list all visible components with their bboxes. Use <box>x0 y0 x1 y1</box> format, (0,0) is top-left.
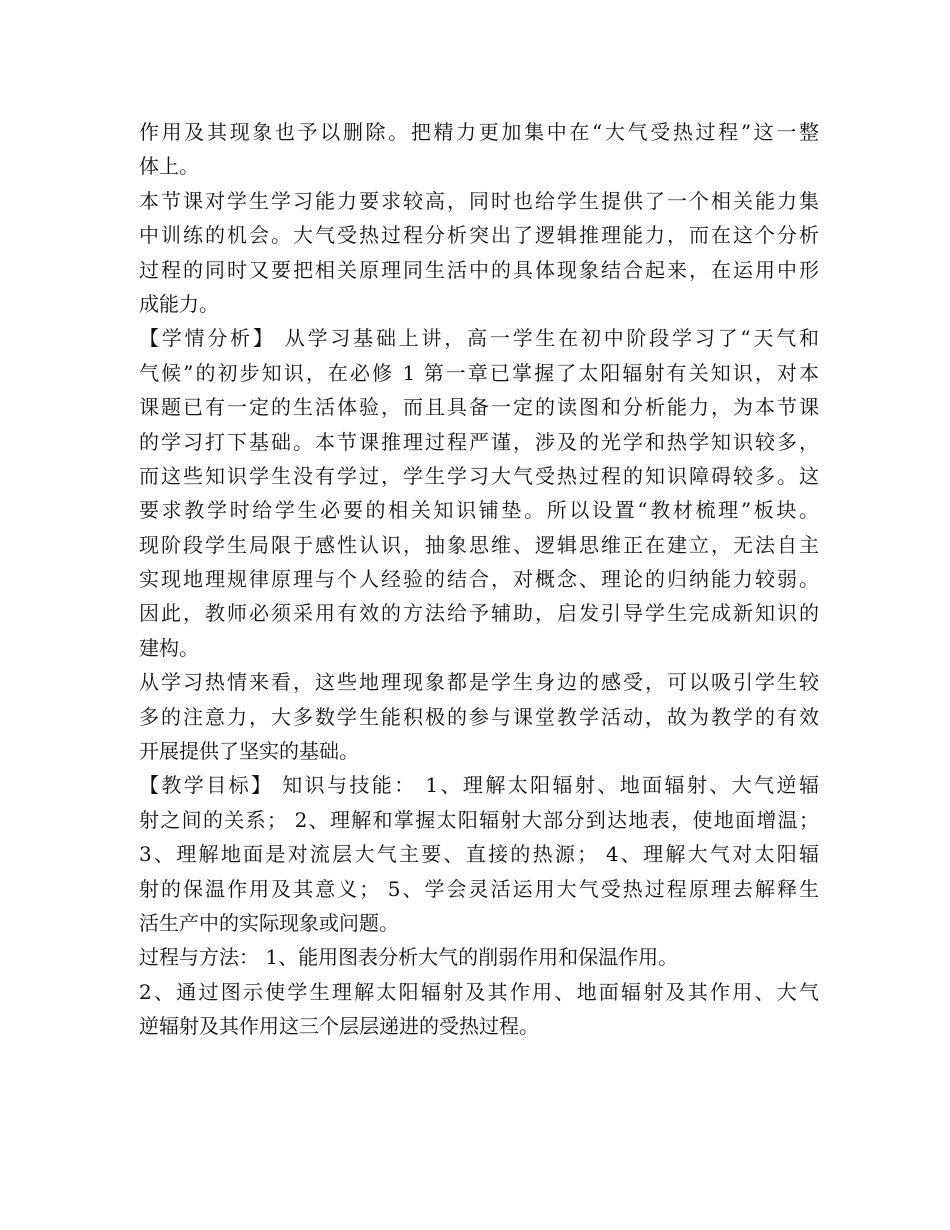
text-line-17: 从学习热情来看，这些地理现象都是学生身边的感受，可以吸引学生较 <box>139 670 819 695</box>
text-line-3: 本节课对学生学习能力要求较高，同时也给学生提供了一个相关能力集 <box>139 188 819 213</box>
text-line-10: 的学习打下基础。本节课推理过程严谨，涉及的光学和热学知识较多， <box>139 429 819 454</box>
text-line-4: 中训练的机会。大气受热过程分析突出了逻辑推理能力，而在这个分析 <box>139 223 819 248</box>
document-page <box>139 115 819 1044</box>
text-line-27: 逆辐射及其作用这三个层层递进的受热过程。 <box>139 1014 539 1039</box>
text-line-6: 成能力。 <box>139 291 219 316</box>
text-line-23: 射的保温作用及其意义； 5、学会灵活运用大气受热过程原理去解释生 <box>139 876 819 901</box>
text-line-5: 过程的同时又要把相关原理同生活中的具体现象结合起来，在运用中形 <box>139 257 819 282</box>
text-line-14: 实现地理规律原理与个人经验的结合，对概念、理论的归纳能力较弱。 <box>139 567 819 592</box>
text-line-16: 建构。 <box>139 635 199 660</box>
text-line-22: 3、理解地面是对流层大气主要、直接的热源； 4、理解大气对太阳辐 <box>139 842 819 867</box>
text-line-11: 而这些知识学生没有学过，学生学习大气受热过程的知识障碍较多。这 <box>139 463 819 488</box>
text-line-12: 要求教学时给学生必要的相关知识铺垫。所以设置“教材梳理”板块。 <box>139 498 819 523</box>
text-line-13: 现阶段学生局限于感性认识，抽象思维、逻辑思维正在建立，无法自主 <box>139 532 819 557</box>
text-line-26: 2、通过图示使学生理解太阳辐射及其作用、地面辐射及其作用、大气 <box>139 979 819 1004</box>
text-line-20: 【教学目标】 知识与技能： 1、理解太阳辐射、地面辐射、大气逆辐 <box>139 773 819 798</box>
text-line-8: 气候”的初步知识，在必修 1 第一章已掌握了太阳辐射有关知识，对本 <box>139 360 819 385</box>
text-line-19: 开展提供了坚实的基础。 <box>139 739 359 764</box>
text-line-18: 多的注意力，大多数学生能积极的参与课堂教学活动，故为教学的有效 <box>139 704 819 729</box>
text-line-24: 活生产中的实际现象或问题。 <box>139 910 399 935</box>
text-line-25: 过程与方法： 1、能用图表分析大气的削弱作用和保温作用。 <box>139 945 679 970</box>
text-line-21: 射之间的关系； 2、理解和掌握太阳辐射大部分到达地表，使地面增温； <box>139 807 819 832</box>
text-line-15: 因此，教师必须采用有效的方法给予辅助，启发引导学生完成新知识的 <box>139 601 819 626</box>
text-line-9: 课题已有一定的生活体验，而且具备一定的读图和分析能力，为本节课 <box>139 395 819 420</box>
text-line-2: 体上。 <box>139 154 199 179</box>
text-line-7: 【学情分析】 从学习基础上讲，高一学生在初中阶段学习了“天气和 <box>139 326 819 351</box>
text-line-1: 作用及其现象也予以删除。把精力更加集中在“大气受热过程”这一整 <box>139 120 819 144</box>
